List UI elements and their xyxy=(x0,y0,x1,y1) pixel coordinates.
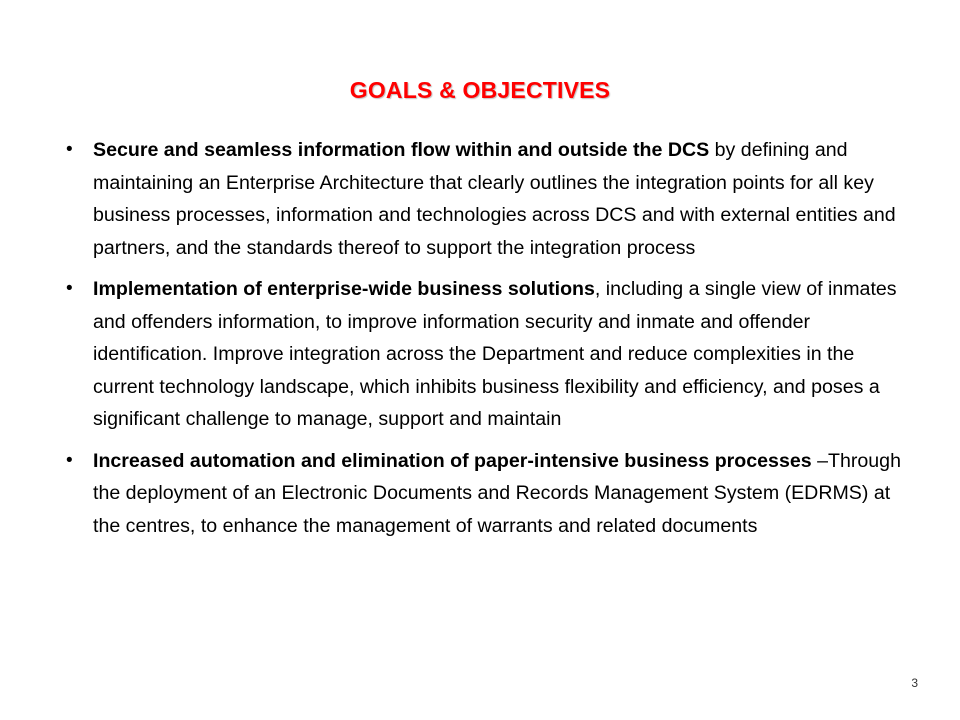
bullet-icon: • xyxy=(66,278,73,299)
bullet-item xyxy=(66,445,906,543)
bullet-icon: • xyxy=(66,449,73,471)
bullet-bold-text: Implementation of enterprise-wide business solutions xyxy=(93,278,595,300)
bullet-item xyxy=(66,273,906,436)
bullet-bold-text: Secure and seamless information flow within and outside the DCS xyxy=(93,139,710,161)
slide-title: GOALS & OBJECTIVES xyxy=(349,77,611,103)
page-number: 3 xyxy=(911,676,918,690)
bullet-text: –Through the deployment of an Electronic Documents and Records Management System (EDRMS) at the centres, to enhance the management of warrants and related documents xyxy=(93,449,901,537)
bullet-item xyxy=(66,134,906,264)
bullet-icon: • xyxy=(66,139,73,160)
bullet-bold-text: Increased automation and elimination of paper-intensive business processes xyxy=(93,449,812,472)
bullet-list xyxy=(66,134,906,551)
bullet-text: by defining and maintaining an Enterprise Architecture that clearly outlines the integration points for all key business processes, information and technologies across DCS and with external entities and partners, and the standards thereof to support the integration process xyxy=(93,139,896,259)
bullet-text: , including a single view of inmates and offenders information, to improve information security and inmate and offender identification. Improve integration across the Department and reduce complexities in the current technology landscape, which inhibits business flexibility and efficiency, and poses a significant challenge to manage, support and maintain xyxy=(93,278,897,430)
